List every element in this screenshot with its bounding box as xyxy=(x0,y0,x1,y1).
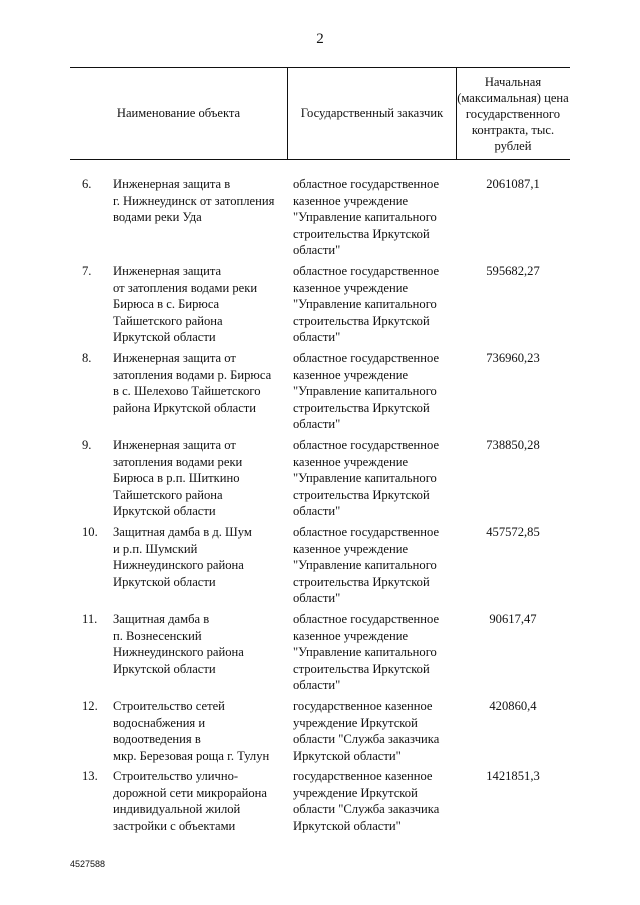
row-number: 9. xyxy=(82,438,92,452)
header-customer: Государственный заказчик xyxy=(287,68,457,159)
customer-name: областное государственное казенное учреждение "Управление капитального строительства Иркутской области" xyxy=(293,525,440,605)
table-row xyxy=(70,263,570,350)
contract-price: 1421851,3 xyxy=(486,769,540,783)
customer-name: областное государственное казенное учреждение "Управление капитального строительства Иркутской области" xyxy=(293,177,440,257)
contract-price: 90617,47 xyxy=(489,612,537,626)
contract-price: 2061087,1 xyxy=(486,177,540,191)
document-code: 4527588 xyxy=(70,859,106,869)
contract-price: 457572,85 xyxy=(486,525,540,539)
contract-price: 736960,23 xyxy=(486,351,540,365)
row-number: 13. xyxy=(82,769,98,783)
header-name: Наименование объекта xyxy=(116,106,241,121)
table-row xyxy=(70,611,570,698)
table-row xyxy=(70,698,570,768)
object-name: Защитная дамба в п. Вознесенский Нижнеудинского района Иркутской области xyxy=(113,612,244,676)
table-row xyxy=(70,524,570,611)
customer-name: государственное казенное учреждение Иркутской области "Служба заказчика Иркутской области" xyxy=(293,699,440,763)
row-number: 7. xyxy=(82,264,92,278)
row-number: 10. xyxy=(82,525,98,539)
table-row xyxy=(70,160,570,263)
row-number: 6. xyxy=(82,177,92,191)
object-name: Инженерная защита от затопления водами р. Бирюса в с. Шелехово Тайшетского района Иркутской области xyxy=(113,351,272,415)
header-price: Начальная (максимальная) цена государственного контракта, тыс. рублей xyxy=(457,74,569,153)
customer-name: областное государственное казенное учреждение "Управление капитального строительства Иркутской области" xyxy=(293,438,440,518)
row-number: 11. xyxy=(82,612,98,626)
page-number: 2 xyxy=(316,31,324,47)
customer-name: государственное казенное учреждение Иркутской области "Служба заказчика Иркутской области" xyxy=(293,769,440,833)
table-row xyxy=(70,437,570,524)
object-name: Строительство улично- дорожной сети микрорайона индивидуальной жилой застройки с объектами xyxy=(113,769,268,833)
table-row xyxy=(70,350,570,437)
object-name: Инженерная защита от затопления водами реки Бирюса в р.п. Шиткино Тайшетского района Иркутской области xyxy=(113,438,243,518)
object-name: Строительство сетей водоснабжения и водоотведения в мкр. Березовая роща г. Тулун xyxy=(113,699,270,763)
row-number: 8. xyxy=(82,351,92,365)
object-name: Защитная дамба в д. Шум и р.п. Шумский Нижнеудинского района Иркутской области xyxy=(113,525,252,589)
object-name: Инженерная защита от затопления водами реки Бирюса в с. Бирюса Тайшетского района Иркутской области xyxy=(113,264,258,344)
contract-price: 595682,27 xyxy=(486,264,540,278)
table-header xyxy=(70,67,570,160)
row-number: 12. xyxy=(82,699,98,713)
object-name: Инженерная защита в г. Нижнеудинск от затопления водами реки Уда xyxy=(113,177,275,224)
customer-name: областное государственное казенное учреждение "Управление капитального строительства Иркутской области" xyxy=(293,264,440,344)
table-row xyxy=(70,768,570,838)
objects-table xyxy=(70,67,570,838)
contract-price: 420860,4 xyxy=(489,699,537,713)
customer-name: областное государственное казенное учреждение "Управление капитального строительства Иркутской области" xyxy=(293,351,440,431)
customer-name: областное государственное казенное учреждение "Управление капитального строительства Иркутской области" xyxy=(293,612,440,692)
contract-price: 738850,28 xyxy=(486,438,540,452)
